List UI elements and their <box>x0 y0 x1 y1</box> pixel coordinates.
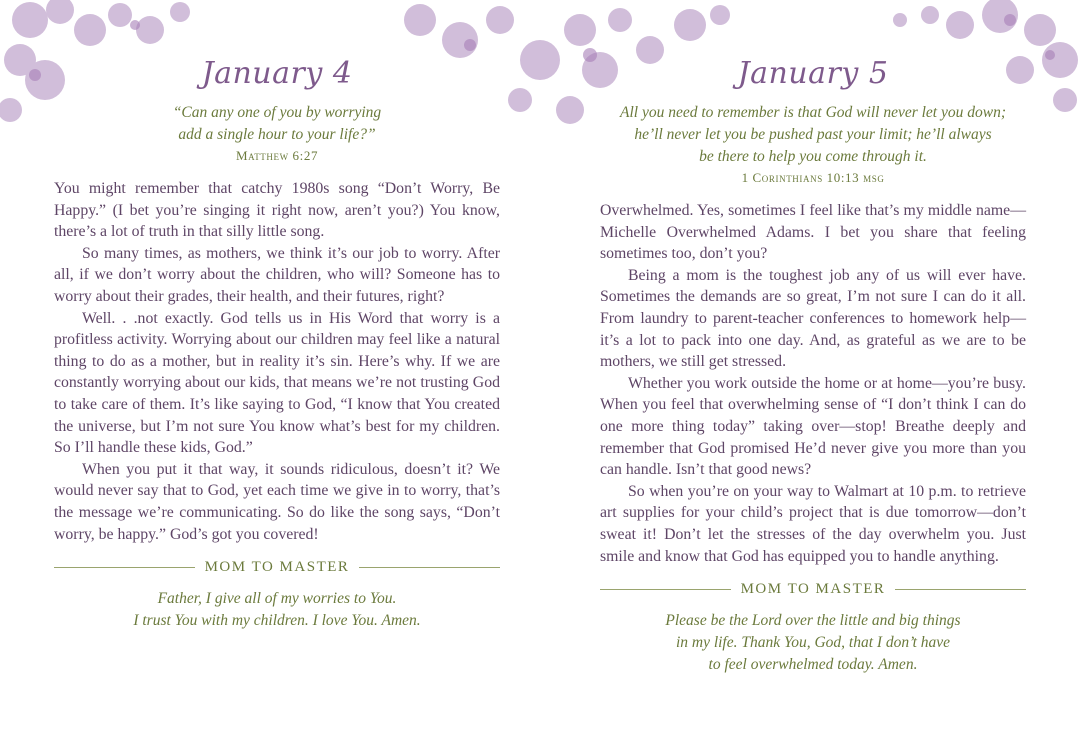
prayer <box>600 610 1026 676</box>
verse-line: All you need to remember is that God will never let you down; <box>620 104 1006 121</box>
section-divider <box>54 559 500 576</box>
right-page <box>600 0 1026 676</box>
prayer-line: I trust You with my children. I love You. Amen. <box>133 612 421 630</box>
verse-line: be there to help you come through it. <box>699 148 927 165</box>
scripture-reference: 1 Corinthians 10:13 msg <box>741 170 885 185</box>
paragraph: Well. . .not exactly. God tells us in His Word that worry is a profitless activity. Worrying about our children may feel like a natural thing to do as a mother, but in reality it’s sin. Here’s why. If we are constantly worrying about our kids, that means we’re not trusting God to take care of them. It’s like saying to God, “I know that You created the universe, but I’m not sure You know what’s best for my children. So I’ll handle these kids, God.” <box>54 309 500 457</box>
devotional-body <box>600 200 1026 567</box>
prayer-line: in my life. Thank You, God, that I don’t have <box>675 634 951 652</box>
entry-date: January 5 <box>737 56 889 91</box>
divider-line <box>600 589 731 590</box>
paragraph: Being a mom is the toughest job any of us will ever have. Sometimes the demands are so great, I’m not sure I can do it all. From laundry to parent-teacher conferences to homework help—it’s a lot to pack into one day. And, as grateful as we are to be mothers, we still get stressed. <box>600 266 1026 371</box>
divider-line <box>895 589 1026 590</box>
prayer-line: to feel overwhelmed today. Amen. <box>708 656 918 674</box>
scripture-reference: Matthew 6:27 <box>235 148 319 163</box>
paragraph: You might remember that catchy 1980s song “Don’t Worry, Be Happy.” (I bet you’re singing it right now, aren’t you?) You know, there’s a lot of truth in that silly little song. <box>54 180 500 241</box>
left-page <box>54 0 500 632</box>
prayer-line: Father, I give all of my worries to You. <box>157 590 397 608</box>
paragraph: So many times, as mothers, we think it’s our job to worry. After all, if we don’t worry about the children, who will? Someone has to worry about their grades, their health, and their futures, right? <box>54 244 500 305</box>
section-label: MOM TO MASTER <box>204 559 350 576</box>
verse-line: add a single hour to your life?” <box>178 126 376 143</box>
entry-date: January 4 <box>201 56 353 91</box>
verse-line: “Can any one of you by worrying <box>172 104 382 121</box>
prayer-line: Please be the Lord over the little and big things <box>665 612 961 630</box>
paragraph: Whether you work outside the home or at home—you’re busy. When you feel that overwhelming sense of “I don’t think I can do one more thing today” taking over—stop! Breathe deeply and remember that God promised He’d never give you more than you can handle. Isn’t that good news? <box>600 374 1026 479</box>
scripture-verse <box>600 102 1026 168</box>
paragraph: So when you’re on your way to Walmart at 10 p.m. to retrieve art supplies for your child’s project that is due tomorrow—don’t sweat it! Don’t let the stresses of the day overwhelm you. Just smile and know that God has equipped you to handle anything. <box>600 482 1026 565</box>
verse-line: he’ll never let you be pushed past your limit; he’ll always <box>634 126 992 143</box>
section-label: MOM TO MASTER <box>740 581 886 598</box>
paragraph: When you put it that way, it sounds ridiculous, doesn’t it? We would never say that to God, yet each time we give in to worry, that’s the message we’re communicating. So do like the song says, “Don’t worry, be happy.” God’s got you covered! <box>54 460 500 543</box>
section-divider <box>600 581 1026 598</box>
divider-line <box>54 567 195 568</box>
devotional-body <box>54 178 500 545</box>
scripture-verse <box>54 102 500 146</box>
divider-line <box>359 567 500 568</box>
paragraph: Overwhelmed. Yes, sometimes I feel like that’s my middle name—Michelle Overwhelmed Adams. I bet you share that feeling sometimes too, don’t you? <box>600 202 1026 263</box>
prayer <box>54 588 500 632</box>
